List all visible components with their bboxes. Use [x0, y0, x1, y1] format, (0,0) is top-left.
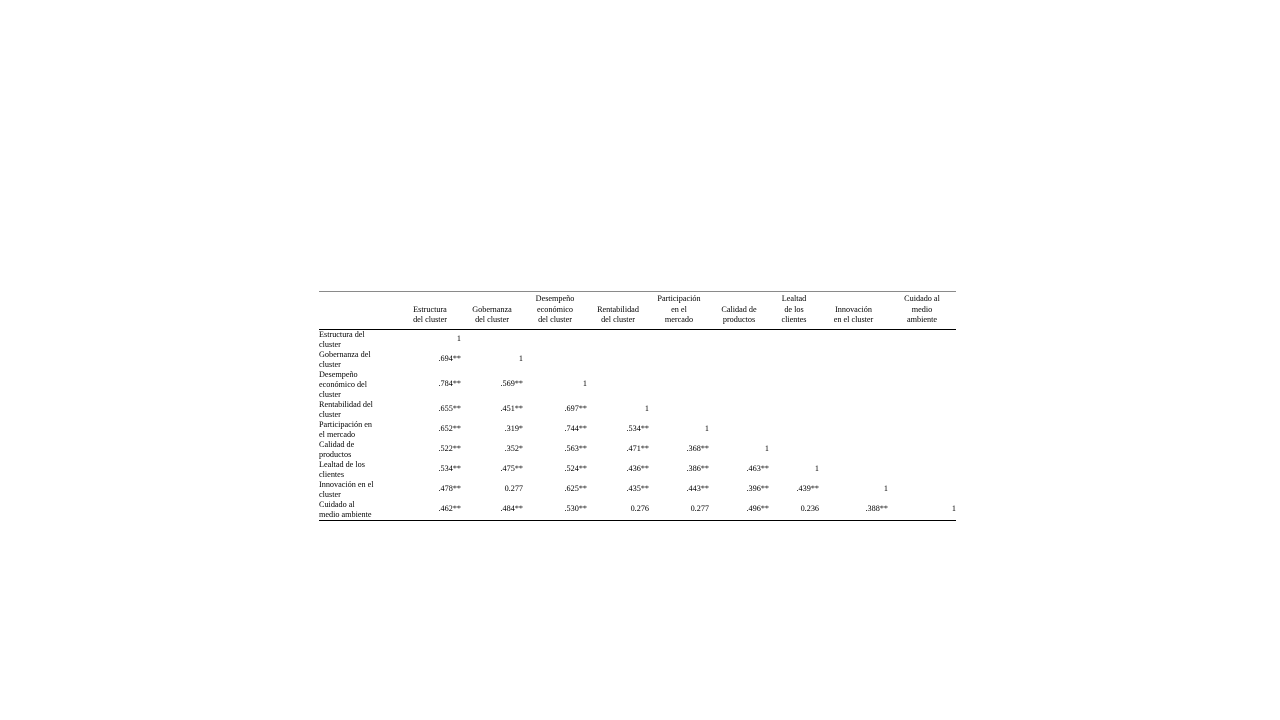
cell-innovacion-lealtad: .439**: [796, 484, 819, 494]
cell-cuidado-innovacion: .388**: [819, 500, 888, 521]
column-header-participacion: [649, 292, 709, 329]
row-label-cuidado: [319, 500, 399, 521]
cell-rentabilidad-desempeno: .697**: [564, 404, 587, 414]
cell-participacion-rentabilidad: .534**: [626, 424, 649, 434]
row-label-desempeno: [319, 370, 399, 400]
column-header-lealtad: [769, 292, 819, 329]
row-label-line: Estructura del: [319, 329, 365, 339]
column-header-line: Cuidado al: [904, 294, 940, 303]
column-header-line: Participación: [657, 294, 701, 303]
column-header-line: del cluster: [538, 315, 572, 324]
row-label-calidad: [319, 440, 399, 460]
cell-innovacion-rentabilidad: .435**: [626, 484, 649, 494]
cell-calidad-estructura: .522**: [438, 444, 461, 454]
table-row: [319, 329, 956, 350]
cell-rentabilidad-estructura: .655**: [438, 404, 461, 414]
cell-innovacion-desempeno: .625**: [564, 484, 587, 494]
cell-innovacion-participacion: .443**: [686, 484, 709, 494]
cell-desempeno-rentabilidad: [587, 370, 649, 400]
cell-estructura-participacion: [649, 329, 709, 350]
cell-rentabilidad-participacion: [649, 400, 709, 420]
column-header-rentabilidad: [587, 292, 649, 329]
column-header-row: [319, 292, 956, 329]
cell-lealtad-cuidado: [888, 460, 956, 480]
cell-estructura-calidad: [709, 329, 769, 350]
row-label-lealtad: [319, 460, 399, 480]
column-header-calidad: [709, 292, 769, 329]
column-header-line: clientes: [781, 315, 807, 324]
cell-innovacion-cuidado: [888, 480, 956, 500]
table-row: [319, 420, 956, 440]
cell-calidad-cuidado: [888, 440, 956, 460]
cell-cuidado-estructura: .462**: [399, 500, 461, 521]
column-header-line: Calidad de: [721, 304, 757, 314]
table-row: [319, 480, 956, 500]
row-label-line: Calidad de: [319, 439, 355, 449]
table-row: [319, 500, 956, 521]
cell-gobernanza-gobernanza: 1: [518, 354, 523, 364]
cell-rentabilidad-rentabilidad: 1: [644, 404, 649, 414]
cell-participacion-lealtad: [769, 420, 819, 440]
cell-participacion-calidad: [709, 420, 769, 440]
row-label-line: Gobernanza del: [319, 349, 371, 359]
row-label-line: el mercado: [319, 429, 356, 439]
row-label-line: cluster: [319, 359, 341, 369]
cell-calidad-rentabilidad: .471**: [626, 444, 649, 454]
cell-lealtad-calidad: .463**: [746, 464, 769, 474]
cell-participacion-participacion: 1: [704, 424, 709, 434]
correlation-matrix-table: [319, 291, 956, 521]
cell-cuidado-desempeno: .530**: [523, 500, 587, 521]
cell-rentabilidad-lealtad: [769, 400, 819, 420]
cell-estructura-gobernanza: [461, 329, 523, 350]
column-header-line: de los: [784, 304, 804, 314]
cell-cuidado-gobernanza: .484**: [461, 500, 523, 521]
row-label-line: Innovación en el: [319, 479, 374, 489]
cell-gobernanza-lealtad: [769, 350, 819, 370]
cell-desempeno-desempeno: 1: [582, 379, 587, 389]
cell-lealtad-gobernanza: .475**: [500, 464, 523, 474]
row-label-line: económico del: [319, 379, 367, 389]
cell-desempeno-innovacion: [819, 370, 888, 400]
table-row: [319, 440, 956, 460]
column-header-line: en el cluster: [833, 315, 874, 324]
cell-desempeno-gobernanza: .569**: [500, 379, 523, 389]
table-row: [319, 400, 956, 420]
row-label-participacion: [319, 420, 399, 440]
cell-desempeno-estructura: .784**: [438, 379, 461, 389]
cell-participacion-innovacion: [819, 420, 888, 440]
cell-cuidado-lealtad: 0.236: [769, 500, 819, 521]
column-header-line: medio: [911, 304, 933, 314]
row-label-line: cluster: [319, 409, 341, 419]
column-header-line: productos: [722, 315, 756, 324]
column-header-line: económico: [537, 304, 573, 314]
cell-participacion-desempeno: .744**: [564, 424, 587, 434]
cell-calidad-gobernanza: .352*: [504, 444, 523, 454]
cell-estructura-innovacion: [819, 329, 888, 350]
column-header-line: en el: [671, 304, 687, 314]
column-header-line: del cluster: [413, 315, 447, 324]
column-header-desempeno: [523, 292, 587, 329]
cell-gobernanza-desempeno: [523, 350, 587, 370]
row-label-line: clientes: [319, 469, 345, 479]
column-header-line: Innovación: [835, 304, 872, 314]
cell-innovacion-innovacion: 1: [883, 484, 888, 494]
column-header-cuidado: [888, 292, 956, 329]
cell-desempeno-lealtad: [769, 370, 819, 400]
row-label-line: Lealtad de los: [319, 459, 365, 469]
row-label-line: Rentabilidad del: [319, 399, 373, 409]
row-label-line: medio ambiente: [319, 509, 372, 519]
cell-participacion-gobernanza: .319*: [504, 424, 523, 434]
table-row: [319, 460, 956, 480]
cell-estructura-estructura: 1: [456, 334, 461, 344]
column-header-estructura: [399, 292, 461, 329]
row-label-estructura: [319, 329, 399, 350]
cell-rentabilidad-innovacion: [819, 400, 888, 420]
row-label-line: productos: [319, 449, 352, 459]
row-label-gobernanza: [319, 350, 399, 370]
cell-rentabilidad-cuidado: [888, 400, 956, 420]
cell-gobernanza-innovacion: [819, 350, 888, 370]
cell-innovacion-estructura: .478**: [438, 484, 461, 494]
cell-calidad-participacion: .368**: [686, 444, 709, 454]
cell-calidad-desempeno: .563**: [564, 444, 587, 454]
cell-gobernanza-rentabilidad: [587, 350, 649, 370]
column-header-gobernanza: [461, 292, 523, 329]
row-label-line: Participación en: [319, 419, 372, 429]
header-corner-cell: [319, 292, 399, 329]
cell-calidad-lealtad: [769, 440, 819, 460]
column-header-line: del cluster: [601, 315, 635, 324]
row-label-line: Desempeño: [319, 369, 358, 379]
table-row: [319, 370, 956, 400]
row-label-line: Cuidado al: [319, 499, 355, 509]
column-header-line: ambiente: [906, 315, 937, 324]
cell-lealtad-innovacion: [819, 460, 888, 480]
cell-lealtad-estructura: .534**: [438, 464, 461, 474]
table-body: [319, 329, 956, 520]
cell-calidad-calidad: 1: [764, 444, 769, 454]
cell-cuidado-cuidado: 1: [888, 500, 956, 521]
correlation-table-container: [319, 291, 956, 521]
cell-participacion-cuidado: [888, 420, 956, 440]
cell-gobernanza-participacion: [649, 350, 709, 370]
column-header-line: Estructura: [413, 304, 447, 314]
cell-lealtad-desempeno: .524**: [564, 464, 587, 474]
cell-cuidado-participacion: 0.277: [649, 500, 709, 521]
table-header: [319, 292, 956, 330]
cell-gobernanza-estructura: .694**: [438, 354, 461, 364]
row-label-line: cluster: [319, 339, 341, 349]
cell-desempeno-participacion: [649, 370, 709, 400]
column-header-line: Gobernanza: [472, 304, 512, 314]
cell-calidad-innovacion: [819, 440, 888, 460]
column-header-innovacion: [819, 292, 888, 329]
column-header-line: Desempeño: [535, 294, 575, 303]
cell-estructura-desempeno: [523, 329, 587, 350]
row-label-line: cluster: [319, 389, 341, 399]
column-header-line: Lealtad: [781, 294, 807, 303]
cell-lealtad-lealtad: 1: [814, 464, 819, 474]
cell-estructura-rentabilidad: [587, 329, 649, 350]
cell-lealtad-rentabilidad: .436**: [626, 464, 649, 474]
cell-estructura-cuidado: [888, 329, 956, 350]
cell-rentabilidad-calidad: [709, 400, 769, 420]
row-label-innovacion: [319, 480, 399, 500]
cell-estructura-lealtad: [769, 329, 819, 350]
cell-gobernanza-cuidado: [888, 350, 956, 370]
cell-rentabilidad-gobernanza: .451**: [500, 404, 523, 414]
cell-cuidado-calidad: .496**: [709, 500, 769, 521]
column-header-line: del cluster: [475, 315, 509, 324]
cell-desempeno-cuidado: [888, 370, 956, 400]
cell-innovacion-gobernanza: 0.277: [504, 484, 523, 494]
cell-participacion-estructura: .652**: [438, 424, 461, 434]
column-header-line: mercado: [664, 315, 694, 324]
table-row: [319, 350, 956, 370]
cell-cuidado-rentabilidad: 0.276: [587, 500, 649, 521]
row-label-rentabilidad: [319, 400, 399, 420]
column-header-line: Rentabilidad: [597, 304, 639, 314]
cell-desempeno-calidad: [709, 370, 769, 400]
cell-innovacion-calidad: .396**: [746, 484, 769, 494]
cell-lealtad-participacion: .386**: [686, 464, 709, 474]
cell-gobernanza-calidad: [709, 350, 769, 370]
row-label-line: cluster: [319, 489, 341, 499]
